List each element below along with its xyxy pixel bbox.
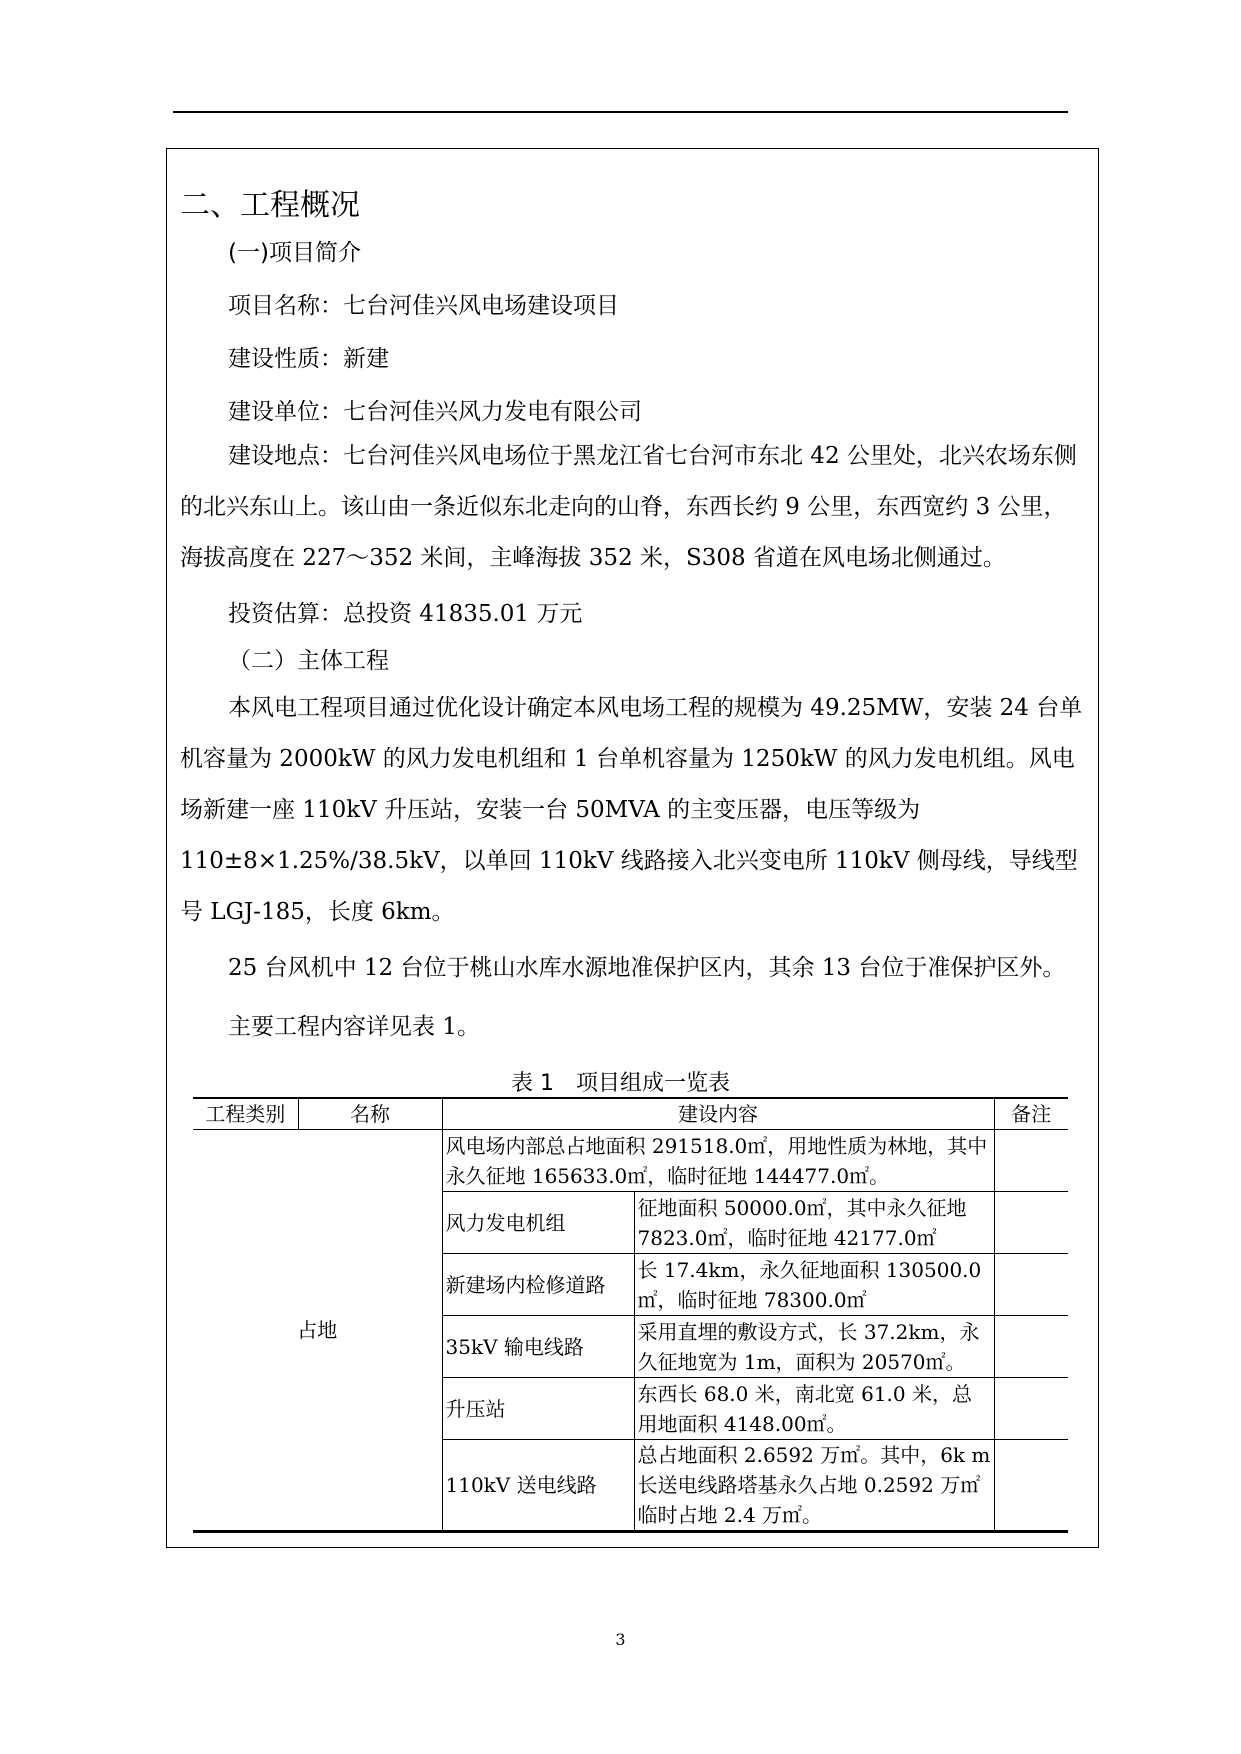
remark-cell bbox=[994, 1378, 1068, 1440]
detail-cell: 征地面积 50000.0㎡，其中永久征地 7823.0㎡，临时征地 42177.0㎡ bbox=[634, 1192, 994, 1254]
item-cell: 升压站 bbox=[442, 1378, 634, 1440]
header-rule bbox=[173, 111, 1068, 113]
item-cell: 35kV 输电线路 bbox=[442, 1316, 634, 1378]
header-content: 建设内容 bbox=[442, 1098, 994, 1130]
turbine-location-text: 25 台风机中 12 台位于桃山水库水源地准保护区内，其余 13 台位于准保护区外。 bbox=[228, 955, 1066, 981]
detail-cell: 总占地面积 2.6592 万㎡。其中，6k m 长送电线路塔基永久占地 0.2592 万㎡临时占地 2.4 万㎡。 bbox=[634, 1440, 994, 1532]
remark-cell bbox=[994, 1130, 1068, 1192]
turbine-location-paragraph bbox=[180, 943, 1085, 994]
project-nature-line: 建设性质：新建 bbox=[228, 346, 389, 372]
item-cell: 新建场内检修道路 bbox=[442, 1254, 634, 1316]
header-name: 名称 bbox=[298, 1098, 442, 1130]
main-works-paragraph bbox=[180, 683, 1085, 938]
item-cell: 110kV 送电线路 bbox=[442, 1440, 634, 1532]
table-header-row bbox=[193, 1098, 1068, 1130]
project-composition-table bbox=[193, 1097, 1068, 1533]
project-name-line: 项目名称：七台河佳兴风电场建设项目 bbox=[228, 293, 619, 319]
main-works-text: 本风电工程项目通过优化设计确定本风电场工程的规模为 49.25MW，安装 24 台单机容量为 2000kW 的风力发电机组和 1 台单机容量为 1250kW 的风力发电机组。风电场新建一座 110kV 升压站，安装一台 50MVA 的主变压器，电压等级为 110±8×1.25%/38.5kV，以单回 110kV 线路接入北兴变电所 110kV 侧母线，导线型号 LGJ-185，长度 6km。 bbox=[180, 695, 1083, 925]
location-text: 建设地点：七台河佳兴风电场位于黑龙江省七台河市东北 42 公里处，北兴农场东侧的北兴东山上。该山由一条近似东北走向的山脊，东西长约 9 公里，东西宽约 3 公里，海拔高度在 227～352 米间，主峰海拔 352 米，S308 省道在风电场北侧通过。 bbox=[180, 443, 1077, 571]
table-reference-line: 主要工程内容详见表 1。 bbox=[228, 1014, 480, 1040]
header-remark: 备注 bbox=[994, 1098, 1068, 1130]
detail-cell: 采用直埋的敷设方式，长 37.2km，永久征地宽为 1m，面积为 20570㎡。 bbox=[634, 1316, 994, 1378]
header-category: 工程类别 bbox=[193, 1098, 298, 1130]
main-works-heading: （二）主体工程 bbox=[228, 648, 389, 674]
investment-line: 投资估算：总投资 41835.01 万元 bbox=[228, 601, 583, 627]
remark-cell bbox=[994, 1440, 1068, 1532]
project-unit-line: 建设单位：七台河佳兴风力发电有限公司 bbox=[228, 399, 642, 425]
table-row bbox=[193, 1130, 1068, 1192]
page-number: 3 bbox=[615, 1630, 626, 1649]
remark-cell bbox=[994, 1316, 1068, 1378]
category-cell: 占地 bbox=[193, 1130, 442, 1532]
detail-cell: 长 17.4km，永久征地面积 130500.0㎡，临时征地 78300.0㎡ bbox=[634, 1254, 994, 1316]
overview-cell: 风电场内部总占地面积 291518.0㎡，用地性质为林地，其中永久征地 165633.0㎡，临时征地 144477.0㎡。 bbox=[442, 1130, 994, 1192]
item-cell: 风力发电机组 bbox=[442, 1192, 634, 1254]
remark-cell bbox=[994, 1192, 1068, 1254]
intro-heading: (一)项目简介 bbox=[228, 240, 361, 266]
section-title: 二、工程概况 bbox=[180, 188, 360, 223]
remark-cell bbox=[994, 1254, 1068, 1316]
detail-cell: 东西长 68.0 米，南北宽 61.0 米，总用地面积 4148.00㎡。 bbox=[634, 1378, 994, 1440]
location-paragraph bbox=[180, 431, 1085, 584]
table-caption: 表 1 项目组成一览表 bbox=[511, 1071, 730, 1096]
